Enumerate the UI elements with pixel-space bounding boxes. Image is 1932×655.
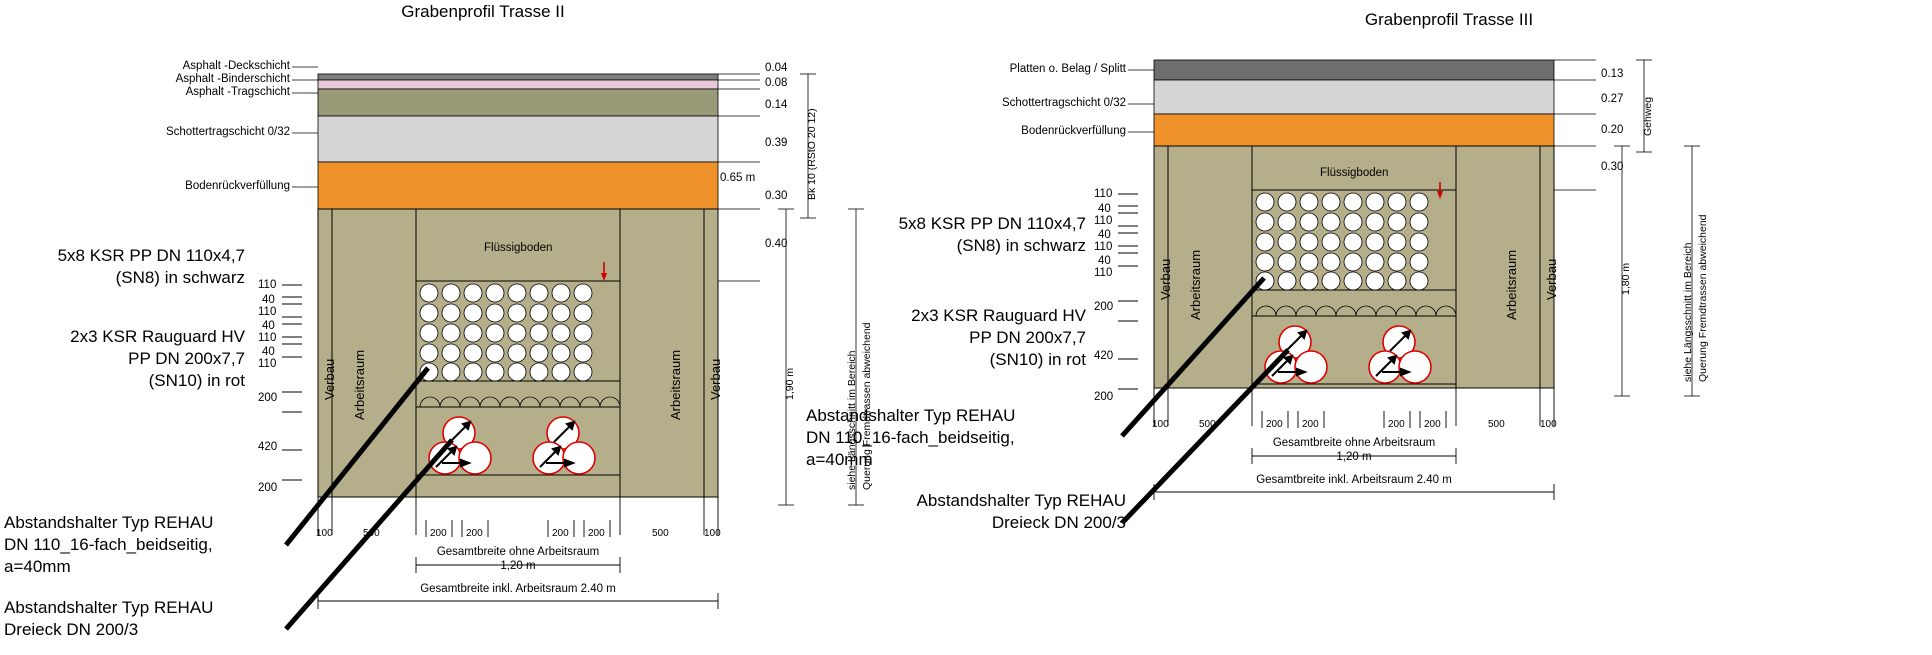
side-note-line-1: siehe Längsschnitt im Bereich <box>1682 242 1694 382</box>
left-tick-label: 200 <box>1094 301 1114 313</box>
side-note-line-1: siehe Längsschnitt im Bereich <box>846 350 858 490</box>
callout-rauguard-200: 2x3 KSR Rauguard HV PP DN 200x7,7 (SN10) in rot <box>70 327 245 390</box>
left-tick-label: 40 <box>262 346 275 358</box>
bottom-tick-label: 200 <box>588 528 605 539</box>
arbeitsraum-left-label: Arbeitsraum <box>352 349 367 420</box>
layer-dim: 0.08 <box>765 77 788 89</box>
bottom-tick-label: 500 <box>652 528 669 539</box>
layer-dim: 0.65 m <box>720 172 756 184</box>
bottom-tick-label: 200 <box>1302 419 1319 430</box>
outer-width-label: Gesamtbreite inkl. Arbeitsraum 2.40 m <box>420 583 616 595</box>
layer-label: Asphalt -Tragschicht <box>185 86 290 98</box>
bottom-tick-label: 200 <box>552 528 569 539</box>
page-title: Grabenprofil Trasse III <box>1364 10 1534 29</box>
bottom-tick-label: 100 <box>316 528 333 539</box>
fluessigboden-label: Flüssigboden <box>484 242 553 254</box>
bottom-tick-label: 200 <box>466 528 483 539</box>
arbeitsraum-left-label: Arbeitsraum <box>1188 249 1203 320</box>
left-tick-label: 110 <box>1094 267 1113 279</box>
bottom-tick-label: 100 <box>704 528 721 539</box>
fluessigboden-label: Flüssigboden <box>1320 167 1389 179</box>
layer-dim: 0.14 <box>765 99 788 111</box>
outer-width-label: Gesamtbreite inkl. Arbeitsraum 2.40 m <box>1256 474 1452 486</box>
gehweg-label: Gehweg <box>1642 96 1654 136</box>
left-tick-label: 110 <box>258 332 277 344</box>
arbeitsraum-right-label: Arbeitsraum <box>668 349 683 420</box>
profile-drawing-trasse-3 <box>966 0 1932 655</box>
depth-dimension: 1,90 m <box>784 367 796 400</box>
bottom-tick-label: 200 <box>1388 419 1405 430</box>
left-tick-label: 40 <box>262 320 275 332</box>
inner-width-value: 1,20 m <box>1336 451 1372 463</box>
bottom-tick-label: 500 <box>363 528 380 539</box>
layer-label: Platten o. Belag / Splitt <box>1009 63 1126 75</box>
depth-dimension: 1,80 m <box>1620 262 1632 295</box>
verbau-left-label: Verbau <box>1158 258 1173 300</box>
layer-dim: 0.04 <box>765 62 788 74</box>
bk-class-label: Bk 10 (RStO 20 12) <box>806 108 818 200</box>
bottom-tick-label: 100 <box>1540 419 1557 430</box>
layer-dim: 0.13 <box>1601 68 1624 80</box>
callout-abstandshalter-200: Abstandshalter Typ REHAU Dreieck DN 200/3 <box>4 598 214 639</box>
layer-dim: 0.27 <box>1601 93 1624 105</box>
left-tick-label: 110 <box>1094 241 1113 253</box>
arbeitsraum-right-label: Arbeitsraum <box>1504 249 1519 320</box>
left-tick-label: 200 <box>258 392 278 404</box>
layer-label: Schottertragschicht 0/32 <box>1001 97 1126 109</box>
layer-label: Bodenrückverfüllung <box>185 180 290 192</box>
callout-rauguard-200: 2x3 KSR Rauguard HV PP DN 200x7,7 (SN10) in rot <box>911 306 1086 369</box>
left-tick-label: 420 <box>258 441 278 453</box>
left-tick-label: 40 <box>1098 203 1111 215</box>
left-tick-label: 110 <box>1094 215 1113 227</box>
inner-width-label: Gesamtbreite ohne Arbeitsraum <box>436 546 600 558</box>
layer-dim: 0.30 <box>1601 161 1624 173</box>
layer-dim: 0.30 <box>765 190 788 202</box>
inner-width-label: Gesamtbreite ohne Arbeitsraum <box>1272 437 1436 449</box>
bottom-tick-label: 200 <box>1424 419 1441 430</box>
left-tick-label: 110 <box>1094 188 1113 200</box>
bottom-tick-label: 500 <box>1199 419 1216 430</box>
callout-abstandshalter-200: Abstandshalter Typ REHAU Dreieck DN 200/3 <box>916 491 1126 532</box>
callout-ksr-110: 5x8 KSR PP DN 110x4,7 (SN8) in schwarz <box>57 246 245 287</box>
callout-ksr-110: 5x8 KSR PP DN 110x4,7 (SN8) in schwarz <box>898 214 1086 255</box>
side-note-line-2: Querung Fremdtrassen abweichend <box>1697 214 1709 382</box>
left-tick-label: 40 <box>1098 229 1111 241</box>
layer-dim: 0.40 <box>765 238 788 250</box>
bottom-tick-label: 500 <box>1488 419 1505 430</box>
inner-width-value: 1,20 m <box>500 560 536 572</box>
verbau-right-label: Verbau <box>708 358 723 400</box>
left-tick-label: 110 <box>258 358 277 370</box>
bottom-tick-label: 200 <box>1266 419 1283 430</box>
page-title: Grabenprofil Trasse II <box>401 2 565 21</box>
layer-label: Bodenrückverfüllung <box>1021 125 1126 137</box>
left-tick-label: 200 <box>258 482 278 494</box>
layer-dim: 0.20 <box>1601 124 1624 136</box>
layer-label: Asphalt -Deckschicht <box>182 60 290 72</box>
side-note-line-2: Querung Fremdtrassen abweichend <box>861 322 873 490</box>
left-tick-label: 40 <box>1098 255 1111 267</box>
left-tick-label: 420 <box>1094 350 1114 362</box>
verbau-right-label: Verbau <box>1544 258 1559 300</box>
left-tick-label: 40 <box>262 294 275 306</box>
left-tick-label: 110 <box>258 306 277 318</box>
left-tick-label: 200 <box>1094 391 1114 403</box>
left-tick-label: 110 <box>258 279 277 291</box>
verbau-left-label: Verbau <box>322 358 337 400</box>
layer-label: Asphalt -Binderschicht <box>175 73 290 85</box>
layer-label: Schottertragschicht 0/32 <box>165 126 290 138</box>
callout-abstandshalter-110: Abstandshalter Typ REHAU DN 110_16-fach_beidseitig, a=40mm <box>4 513 214 576</box>
layer-dim: 0.39 <box>765 137 788 149</box>
bottom-tick-label: 100 <box>1152 419 1169 430</box>
bottom-tick-label: 200 <box>430 528 447 539</box>
callout-abstandshalter-110: Abstandshalter Typ REHAU DN 110_16-fach_beidseitig, a=40mm <box>806 406 1016 469</box>
